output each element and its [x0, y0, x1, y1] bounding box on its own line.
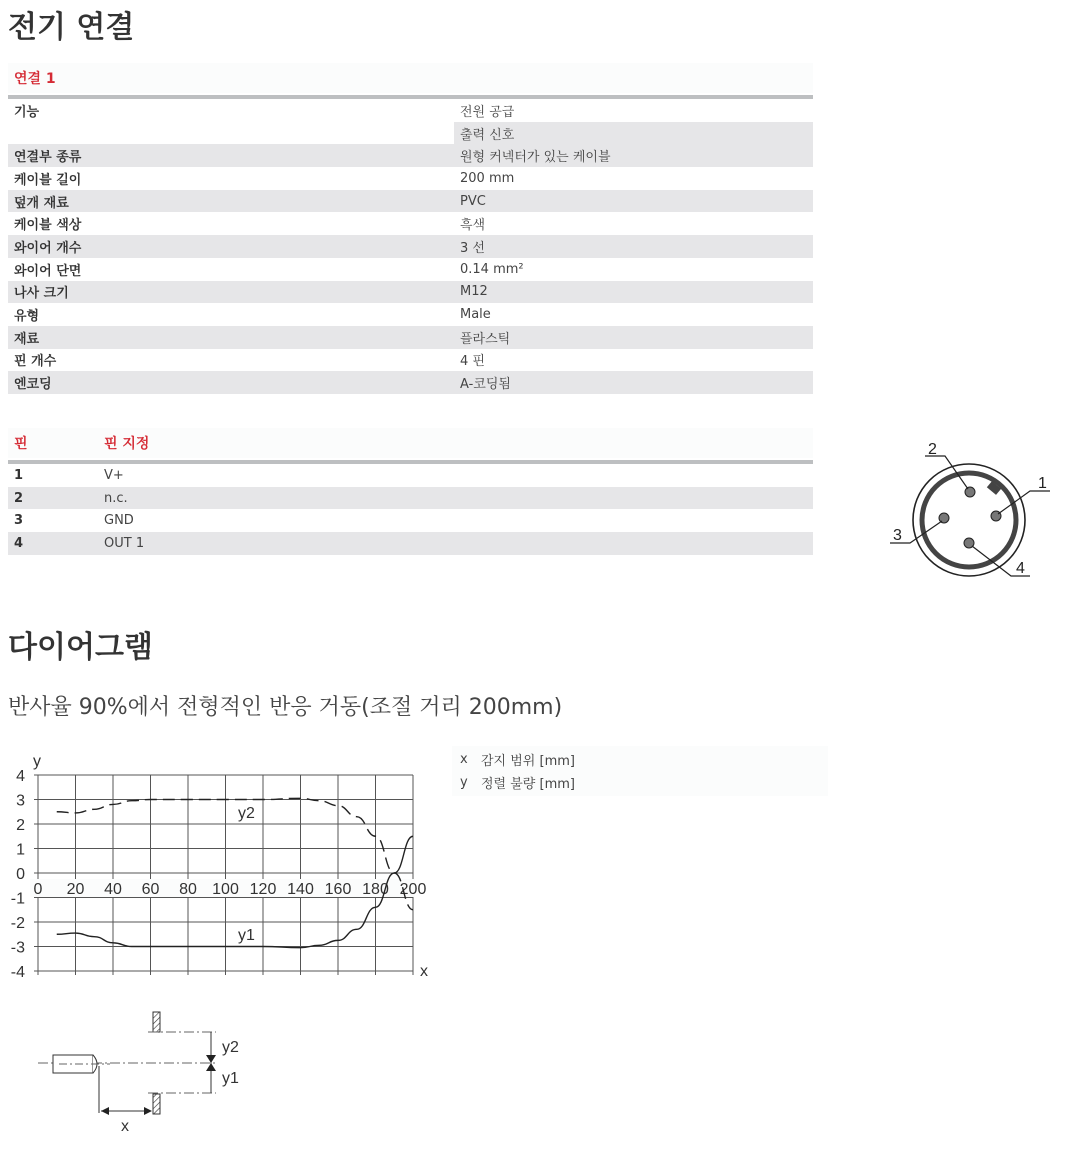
pin-label: 2: [928, 441, 937, 458]
spec-key: 케이블 색상: [14, 218, 82, 234]
table-row: [8, 235, 813, 258]
column-header-assignment: 핀 지정: [98, 428, 813, 458]
table-row: [8, 532, 813, 555]
x-tick-label: 160: [324, 881, 352, 898]
y-tick-label: 0: [16, 866, 25, 883]
label-x: x: [121, 1118, 129, 1135]
spec-key: 핀 개수: [14, 354, 57, 370]
pin-label: 1: [1038, 475, 1047, 492]
spec-key: 유형: [14, 309, 40, 325]
x-tick-label: 140: [287, 881, 314, 898]
spec-value: 원형 커넥터가 있는 케이블: [454, 144, 813, 167]
legend-symbol: y: [460, 775, 468, 790]
spec-value: 4 핀: [460, 354, 485, 370]
x-tick-label: 20: [66, 881, 85, 898]
pin-assignment: OUT 1: [98, 532, 813, 555]
table-row: [8, 464, 813, 487]
spec-key: 재료: [8, 326, 454, 349]
y-axis-label: y: [33, 753, 41, 770]
chart-grid: [34, 775, 413, 975]
legend-label: 정렬 불량 [mm]: [481, 777, 575, 792]
chart-legend: [452, 746, 828, 796]
y-tick-label: -1: [10, 890, 25, 908]
spec-key: 연결부 종류: [8, 144, 454, 167]
table-row: [8, 303, 813, 326]
table-row: [8, 487, 813, 510]
spec-value: A-코딩됨: [454, 371, 813, 394]
spec-key: 나사 크기: [8, 281, 454, 304]
pin-number: 4: [8, 532, 98, 555]
misalignment-schematic: [20, 1000, 260, 1150]
y-tick-label: -3: [10, 939, 25, 957]
pin-number: 1: [14, 467, 24, 483]
table-row: [8, 258, 813, 281]
table-row: [8, 167, 813, 190]
x-tick-label: 80: [179, 881, 197, 898]
x-tick-label: 0: [33, 881, 43, 898]
spec-value: 3 선: [454, 235, 813, 258]
spec-value: 0.14 mm²: [460, 261, 524, 277]
y-tick-label: 3: [16, 792, 25, 810]
pin-assignment: V+: [104, 467, 124, 483]
m12-connector-pinout-diagram: [885, 435, 1065, 585]
spec-value: Male: [460, 307, 491, 323]
legend-item: [452, 748, 828, 771]
table-row: [8, 509, 813, 532]
table-row: [8, 144, 813, 167]
pin-label: 4: [1016, 560, 1025, 577]
spec-key: 엔코딩: [8, 371, 454, 394]
diagram-subtitle: 반사율 90%에서 전형적인 반응 거동(조절 거리 200mm): [8, 695, 563, 720]
spec-value: 전원 공급: [460, 104, 515, 120]
table-row: [8, 99, 813, 122]
pin-assignment: GND: [104, 513, 134, 529]
label-y1: y1: [222, 1070, 239, 1087]
label-y2: y2: [222, 1039, 239, 1056]
table-row: [8, 371, 813, 394]
spec-key: 케이블 길이: [14, 172, 82, 188]
legend-symbol: x: [460, 752, 468, 767]
x-tick-label: 120: [249, 881, 277, 898]
legend-item: [452, 771, 828, 794]
y-tick-label: 4: [16, 768, 25, 785]
pin-number: 2: [8, 487, 98, 510]
x-tick-label: 40: [104, 881, 122, 898]
x-axis-label: x: [420, 963, 428, 980]
connection-spec-table: [8, 63, 813, 394]
series-label-y1: y1: [238, 927, 255, 944]
x-tick-label: 60: [141, 881, 160, 898]
spec-value: 200 mm: [460, 170, 515, 186]
y-tick-label: -4: [10, 964, 25, 981]
x-tick-label: 180: [362, 881, 389, 898]
spec-value: M12: [454, 281, 813, 304]
y-tick-label: 2: [16, 817, 25, 834]
response-curve-chart: [0, 745, 440, 985]
legend-label: 감지 범위 [mm]: [481, 754, 575, 769]
pin-assignment-table: [8, 428, 813, 555]
section-title-diagram: 다이어그램: [8, 630, 153, 665]
table-row: [8, 349, 813, 372]
x-tick-label: 200: [399, 881, 427, 898]
pin-number: 3: [14, 513, 24, 529]
pin-label: 3: [893, 527, 902, 544]
spec-key: 와이어 단면: [14, 263, 82, 279]
y-tick-label: 1: [16, 841, 25, 859]
spec-value: 출력 신호: [454, 122, 813, 145]
x-tick-label: 100: [212, 881, 239, 898]
spec-key: 덮개 재료: [8, 190, 454, 213]
series-label-y2: y2: [238, 805, 255, 822]
page-title: 전기 연결: [8, 10, 135, 45]
spec-value: 플라스틱: [454, 326, 813, 349]
table-header: 연결 1: [8, 63, 813, 93]
table-row: [8, 212, 813, 235]
table-row: [8, 326, 813, 349]
y-tick-label: -2: [10, 915, 25, 932]
column-header-pin: 핀: [8, 428, 98, 458]
spec-value: PVC: [454, 190, 813, 213]
table-row: [8, 281, 813, 304]
spec-key: 와이어 개수: [8, 235, 454, 258]
spec-value: 흑색: [460, 218, 486, 234]
spec-key: 기능: [14, 104, 40, 120]
pin-assignment: n.c.: [98, 487, 813, 510]
table-row: [8, 122, 813, 145]
table-row: [8, 190, 813, 213]
